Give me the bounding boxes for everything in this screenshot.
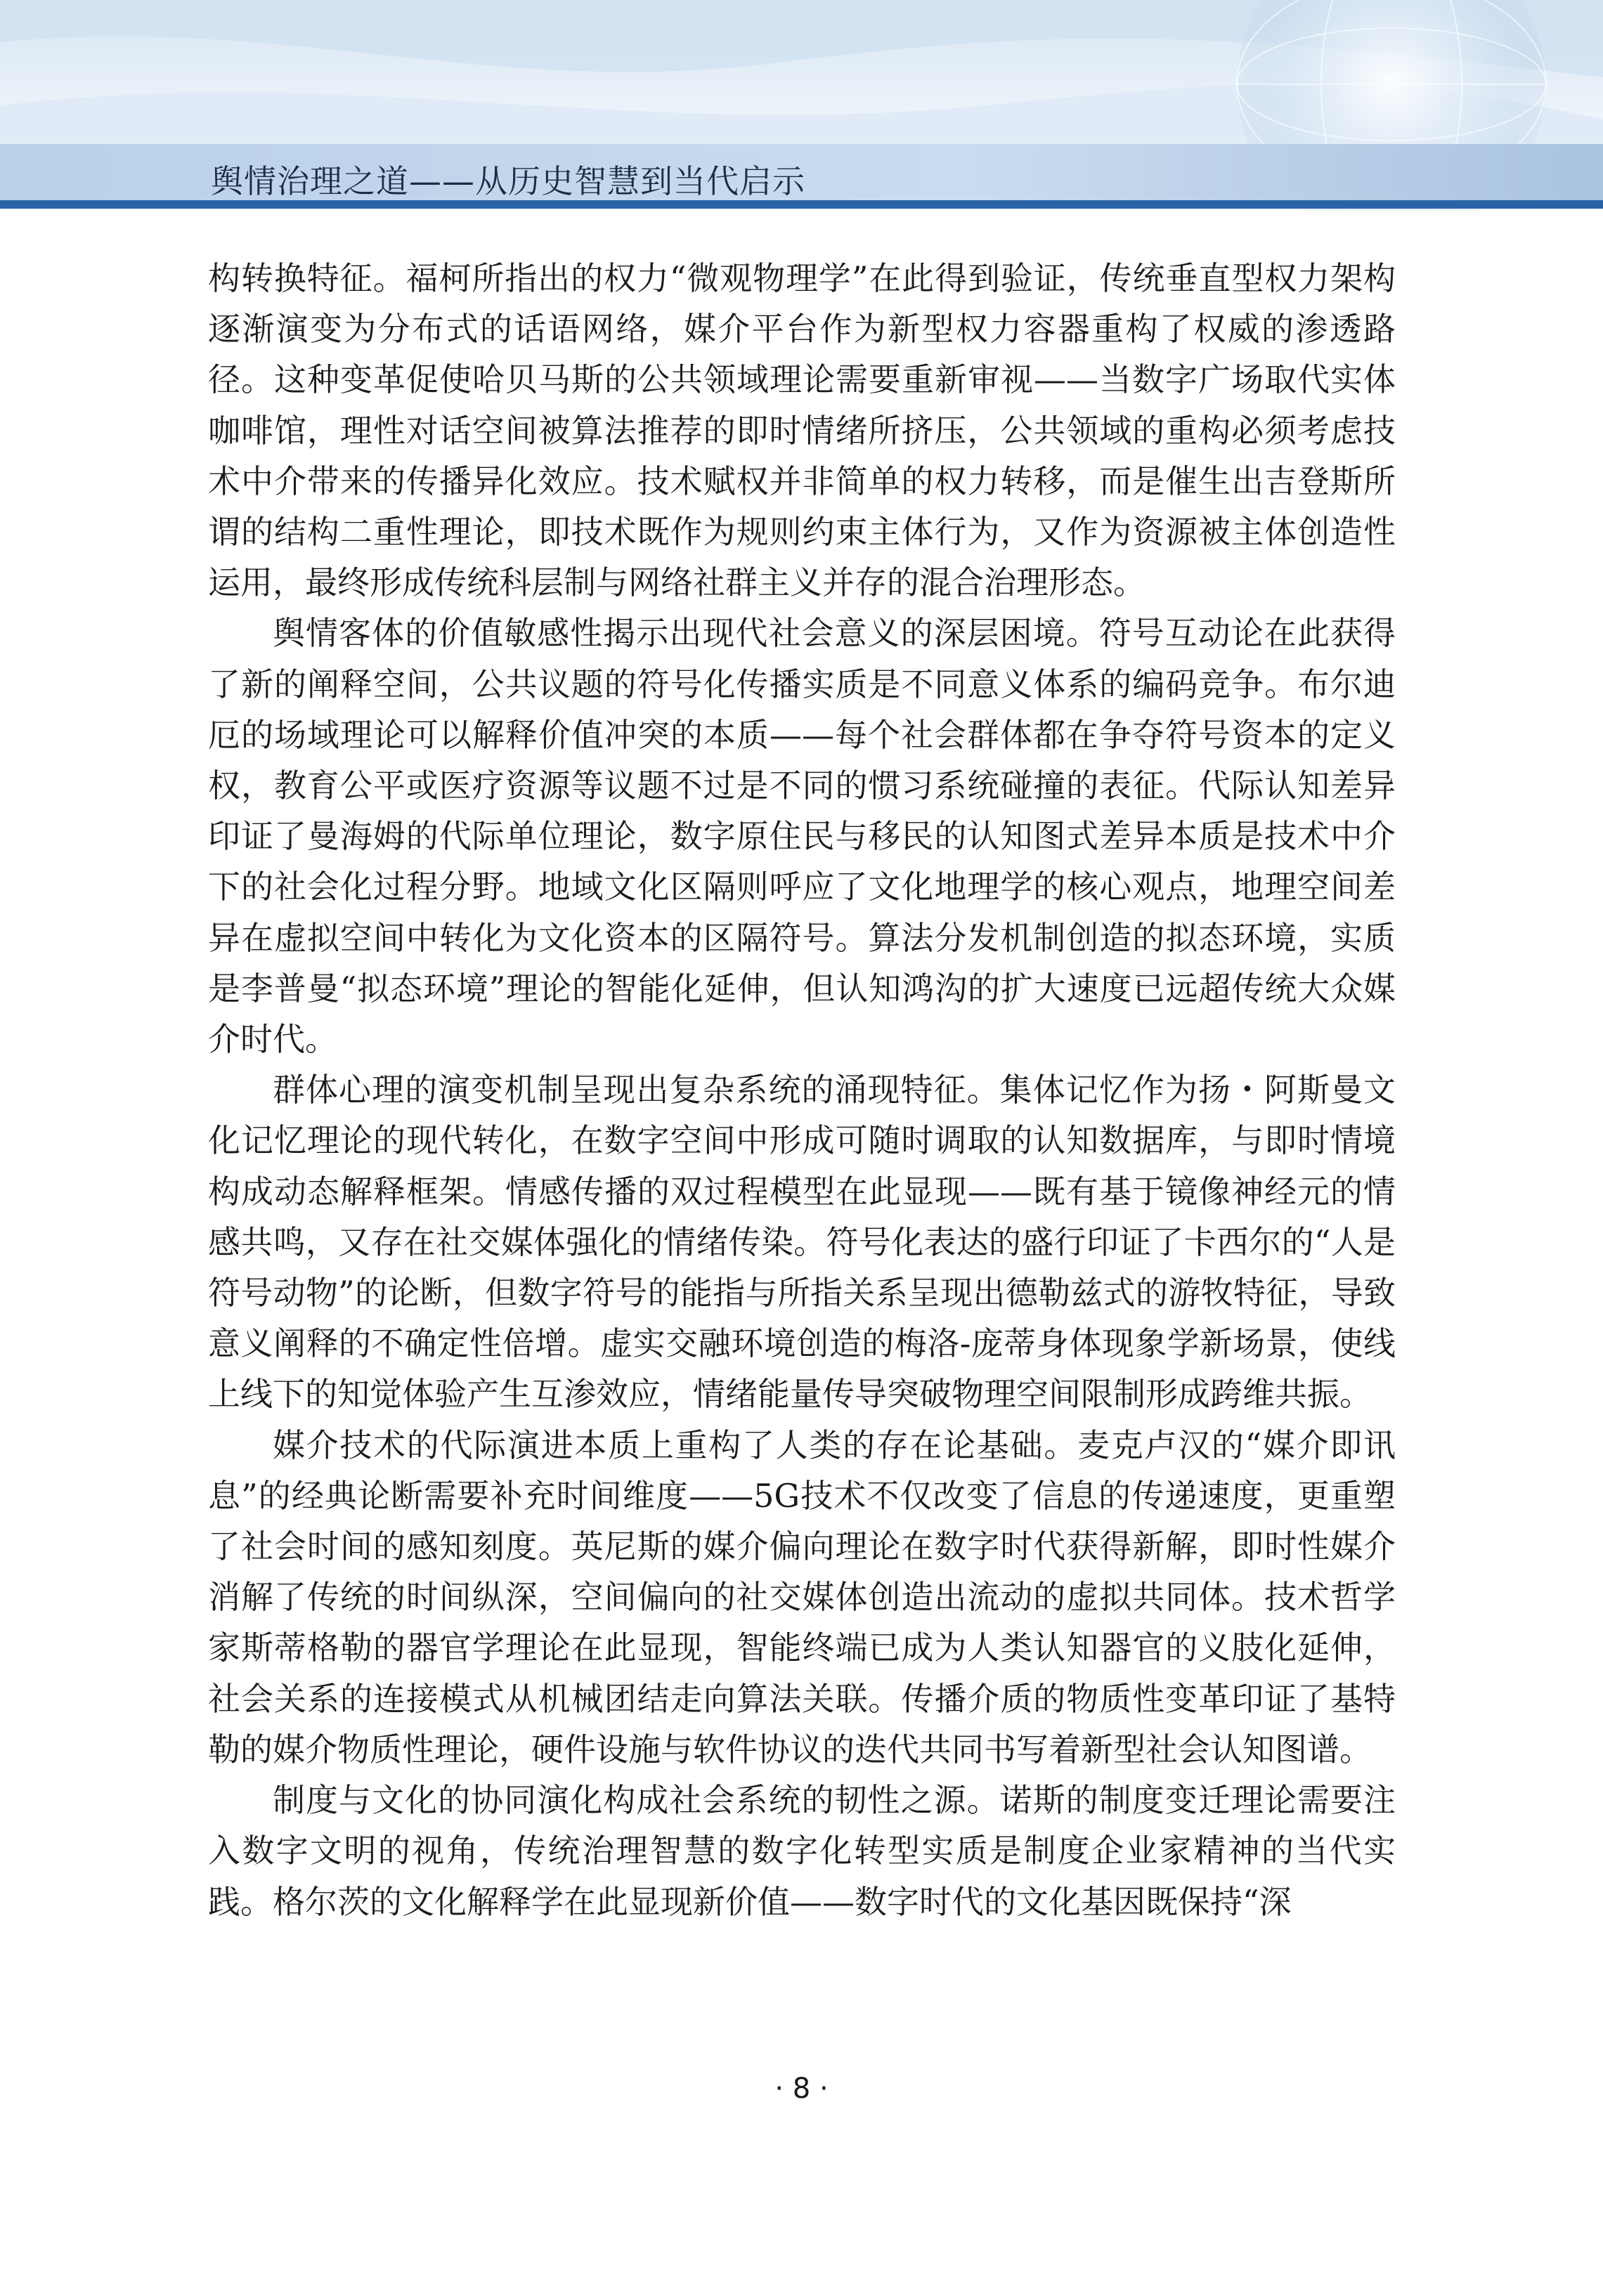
- body-paragraph: 媒介技术的代际演进本质上重构了人类的存在论基础。麦克卢汉的“媒介即讯息”的经典论断需要补充时间维度——5G技术不仅改变了信息的传递速度，更重塑了社会时间的感知刻度。英尼斯的媒介偏向理论在数字时代获得新解，即时性媒介消解了传统的时间纵深，空间偏向的社交媒体创造出流动的虚拟共同体。技术哲学家斯蒂格勒的器官学理论在此显现，智能终端已成为人类认知器官的义肢化延伸，社会关系的连接模式从机械团结走向算法关联。传播介质的物质性变革印证了基特勒的媒介物质性理论，硬件设施与软件协议的迭代共同书写着新型社会认知图谱。: [208, 1426, 1396, 1768]
- body-paragraph: 制度与文化的协同演化构成社会系统的韧性之源。诺斯的制度变迁理论需要注入数字文明的视角，传统治理智慧的数字化转型实质是制度企业家精神的当代实践。格尔茨的文化解释学在此显现新价值——数字时代的文化基因既保持“深: [208, 1781, 1396, 1921]
- header-banner: [0, 0, 1603, 211]
- body-paragraph: 舆情客体的价值敏感性揭示出现代社会意义的深层困境。符号互动论在此获得了新的阐释空间，公共议题的符号化传播实质是不同意义体系的编码竞争。布尔迪厄的场域理论可以解释价值冲突的本质——每个社会群体都在争夺符号资本的定义权，教育公平或医疗资源等议题不过是不同的惯习系统碰撞的表征。代际认知差异印证了曼海姆的代际单位理论，数字原住民与移民的认知图式差异本质是技术中介下的社会化过程分野。地域文化区隔则呼应了文化地理学的核心观点，地理空间差异在虚拟空间中转化为文化资本的区隔符号。算法分发机制创造的拟态环境，实质是李普曼“拟态环境”理论的智能化延伸，但认知鸿沟的扩大速度已远超传统大众媒介时代。: [208, 614, 1396, 1059]
- running-header-title: 舆情治理之道——从历史智慧到当代启示: [211, 162, 805, 200]
- page-number: · 8 ·: [774, 2073, 829, 2105]
- article-body: [208, 253, 1396, 1927]
- body-paragraph: 群体心理的演变机制呈现出复杂系统的涌现特征。集体记忆作为扬・阿斯曼文化记忆理论的现代转化，在数字空间中形成可随时调取的认知数据库，与即时情境构成动态解释框架。情感传播的双过程模型在此显现——既有基于镜像神经元的情感共鸣，又存在社交媒体强化的情绪传染。符号化表达的盛行印证了卡西尔的“人是符号动物”的论断，但数字符号的能指与所指关系呈现出德勒兹式的游牧特征，导致意义阐释的不确定性倍增。虚实交融环境创造的梅洛-庞蒂身体现象学新场景，使线上线下的知觉体验产生互渗效应，情绪能量传导突破物理空间限制形成跨维共振。: [208, 1071, 1396, 1414]
- body-paragraph: 构转换特征。福柯所指出的权力“微观物理学”在此得到验证，传统垂直型权力架构逐渐演变为分布式的话语网络，媒介平台作为新型权力容器重构了权威的渗透路径。这种变革促使哈贝马斯的公共领域理论需要重新审视——当数字广场取代实体咖啡馆，理性对话空间被算法推荐的即时情绪所挤压，公共领域的重构必须考虑技术中介带来的传播异化效应。技术赋权并非简单的权力转移，而是催生出吉登斯所谓的结构二重性理论，即技术既作为规则约束主体行为，又作为资源被主体创造性运用，最终形成传统科层制与网络社群主义并存的混合治理形态。: [208, 259, 1396, 602]
